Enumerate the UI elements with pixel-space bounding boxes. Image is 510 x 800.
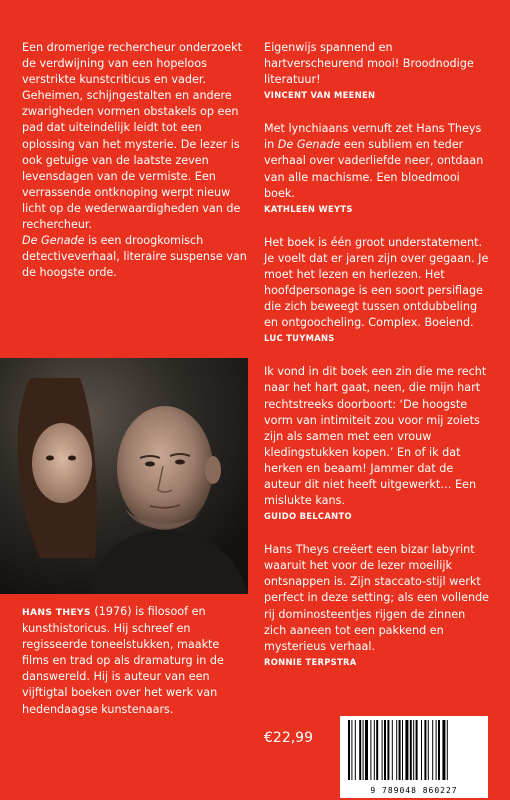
review-quote — [264, 364, 490, 521]
quote-text: Ik vond in dit boek een zin die me recht naar het hart gaat, neen, die mijn hart rechtstreeks doorboort: ‘De hoogste vorm van intimiteit zou voor mij zoiets zijn als samen met een vrouw kledingstukken kopen.’ En of ik dat herken en beaam! Jammer dat de auteur dit niet heeft uitgewerkt… Een mislukte kans. — [264, 365, 487, 508]
review-quote — [264, 121, 490, 213]
quote-text-part: een subliem en teder verhaal over vaderliefde neer, ontdaan van alle machisme. Een bloedmooi boek. — [264, 138, 484, 200]
author-bio-body: (1976) is filosoof en kunsthistoricus. Hij schreef en regisseerde toneelstukken, maakte films en trad op als dramaturg in de danswereld. Hij is auteur van een vijftigtal boeken over het werk van hedendaagse kunstenaars. — [22, 605, 224, 716]
quote-author: VINCENT VAN MEENEN — [264, 90, 376, 101]
quote-text-part: Met lynchiaans vernuft zet Hans Theys in — [264, 122, 482, 152]
review-quotes — [264, 40, 490, 688]
price-label: €22,99 — [264, 730, 313, 746]
review-quote — [264, 235, 490, 344]
quote-text: Hans Theys creëert een bizar labyrint waaruit het voor de lezer moeilijk ontsnappen is. Zijn staccato-stijl werkt perfect in deze setting; als een vollende rij dominosteentjes rijgen de zinnen zich aaneen tot een pakkend en mysterieus verhaal. — [264, 543, 490, 653]
quote-text: Eigenwijs spannend en hartverscheurend mooi! Broodnodige literatuur! — [264, 41, 474, 87]
author-photo — [0, 358, 248, 594]
review-quote — [264, 40, 490, 100]
quote-text — [264, 121, 490, 201]
quote-author: RONNIE TERPSTRA — [264, 656, 357, 667]
blurb-paragraph: Een dromerige rechercheur onderzoekt de verdwijning van een hopeloos verstrikte kunstcriticus en vader. Geheimen, schijngestalten en andere zwarigheden vormen obstakels op een pad dat uiteindelijk leidt tot een oplossing van het mysterie. De lezer is ook getuige van de laatste zeven levensdagen van de vermiste. Een verrassende ontknoping werpt nieuw licht op de wederwaardigheden van de rechercheur. — [22, 41, 242, 232]
quote-author: KATHLEEN WEYTS — [264, 203, 353, 214]
book-title: De Genade — [22, 234, 85, 248]
back-cover-blurb — [22, 40, 248, 281]
author-name: HANS THEYS — [22, 607, 91, 618]
quote-text: Het boek is één groot understatement. Je voelt dat er jaren zijn over gegaan. Je moet het lezen en herlezen. Het hoofdpersonage is een soort persiflage die zich beweegt tussen ontdubbeling en ontgoocheling. Complex. Boeiend. — [264, 235, 489, 330]
isbn-barcode — [340, 716, 488, 798]
author-portrait-image — [0, 358, 248, 594]
review-quote — [264, 542, 490, 667]
author-bio — [22, 604, 248, 718]
barcode-bars — [340, 716, 488, 784]
blurb-text: is een droogkomisch detectiveverhaal, literaire suspense van de hoogste orde. — [22, 234, 247, 280]
blurb-paragraph-2 — [22, 233, 248, 281]
book-title: De Genade — [277, 138, 341, 152]
isbn-number: 9 789048 860227 — [370, 786, 458, 795]
quote-author: LUC TUYMANS — [264, 333, 335, 344]
author-bio-text — [22, 604, 248, 718]
quote-author: GUIDO BELCANTO — [264, 511, 352, 522]
